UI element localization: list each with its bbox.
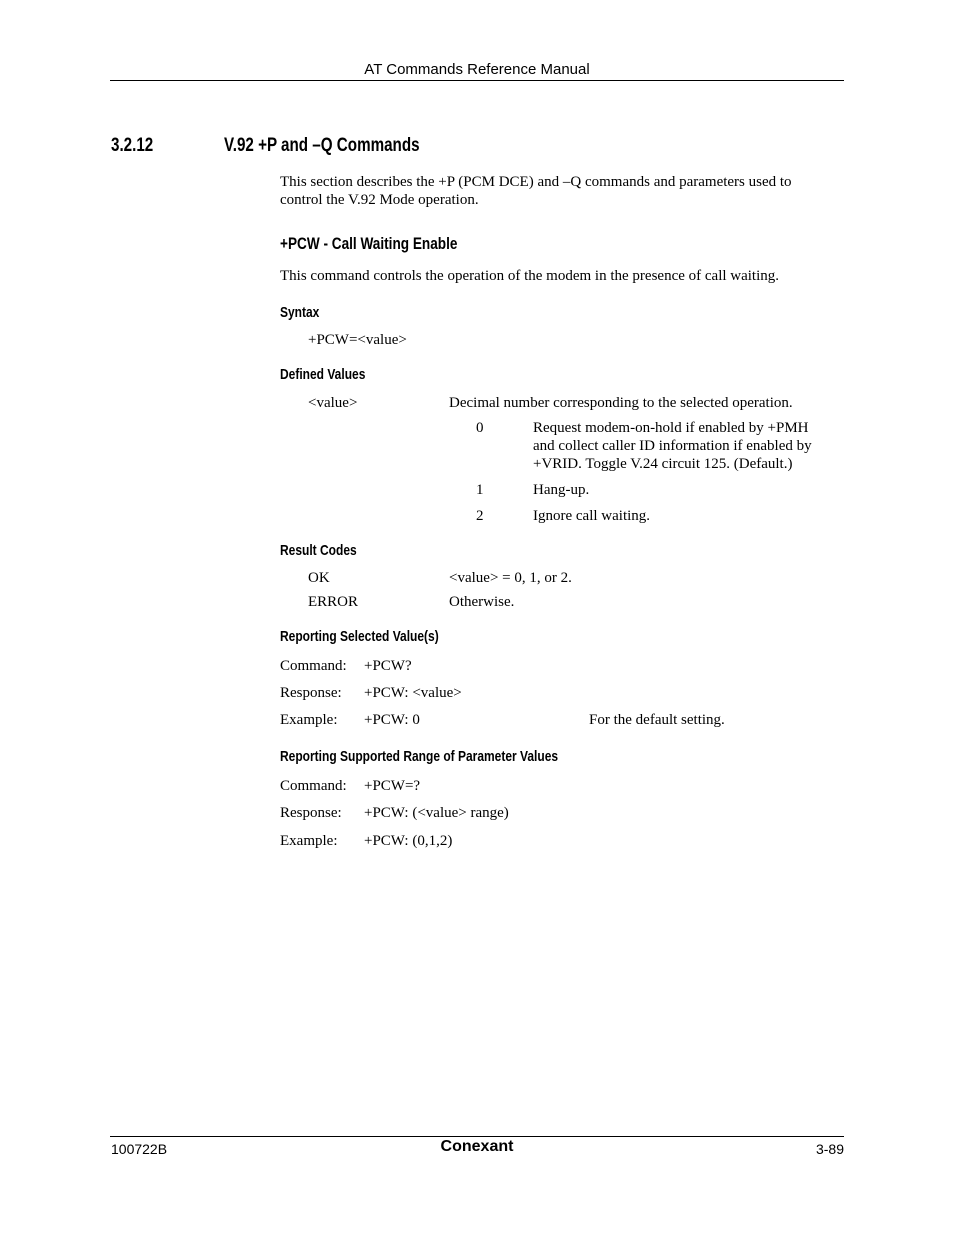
section-number: 3.2.12 xyxy=(111,135,154,156)
result-code: ERROR xyxy=(308,594,359,610)
option-value: 1 xyxy=(476,482,484,498)
syntax-heading: Syntax xyxy=(280,304,320,321)
intro-line-1: This section describes the +P (PCM DCE) and –Q commands and parameters used to xyxy=(280,174,792,190)
option-desc-line: Hang-up. xyxy=(533,482,590,498)
syntax-text: +PCW=<value> xyxy=(308,332,407,348)
result-code: OK xyxy=(308,570,330,586)
row-label: Response: xyxy=(280,685,342,701)
header-rule xyxy=(110,80,844,81)
row-label: Response: xyxy=(280,805,342,821)
option-desc-line: +VRID. Toggle V.24 circuit 125. (Default.) xyxy=(533,456,793,472)
row-value: +PCW: 0 xyxy=(364,712,420,728)
section-title: V.92 +P and –Q Commands xyxy=(224,135,420,156)
result-code-desc: Otherwise. xyxy=(449,594,515,610)
company-name: Conexant xyxy=(440,1138,514,1155)
row-note: For the default setting. xyxy=(589,712,725,728)
row-label: Example: xyxy=(280,833,338,849)
param-description: Decimal number corresponding to the selected operation. xyxy=(449,395,793,411)
doc-number: 100722B xyxy=(111,1141,168,1157)
running-header: AT Commands Reference Manual xyxy=(364,61,590,78)
option-value: 2 xyxy=(476,508,484,524)
footer-rule xyxy=(110,1136,844,1137)
reporting-supported-heading: Reporting Supported Range of Parameter Values xyxy=(280,748,559,765)
row-label: Example: xyxy=(280,712,338,728)
option-desc-line: Request modem-on-hold if enabled by +PMH xyxy=(533,420,809,436)
result-code-desc: <value> = 0, 1, or 2. xyxy=(449,570,572,586)
defined-values-heading: Defined Values xyxy=(280,366,366,383)
command-heading: +PCW - Call Waiting Enable xyxy=(280,234,458,253)
row-value: +PCW: <value> xyxy=(364,685,462,701)
row-value: +PCW? xyxy=(364,658,412,674)
intro-line-2: control the V.92 Mode operation. xyxy=(280,192,479,208)
row-value: +PCW: (0,1,2) xyxy=(364,833,453,849)
option-desc-line: Ignore call waiting. xyxy=(533,508,651,524)
param-name: <value> xyxy=(308,395,358,411)
row-label: Command: xyxy=(280,658,347,674)
page-number: 3-89 xyxy=(815,1141,844,1157)
row-value: +PCW=? xyxy=(364,778,421,794)
command-description: This command controls the operation of the modem in the presence of call waiting. xyxy=(280,268,780,284)
row-value: +PCW: (<value> range) xyxy=(364,805,509,821)
option-value: 0 xyxy=(476,420,484,436)
reporting-selected-heading: Reporting Selected Value(s) xyxy=(280,628,439,645)
row-label: Command: xyxy=(280,778,347,794)
option-desc-line: and collect caller ID information if enabled by xyxy=(533,438,812,454)
result-codes-heading: Result Codes xyxy=(280,542,357,559)
